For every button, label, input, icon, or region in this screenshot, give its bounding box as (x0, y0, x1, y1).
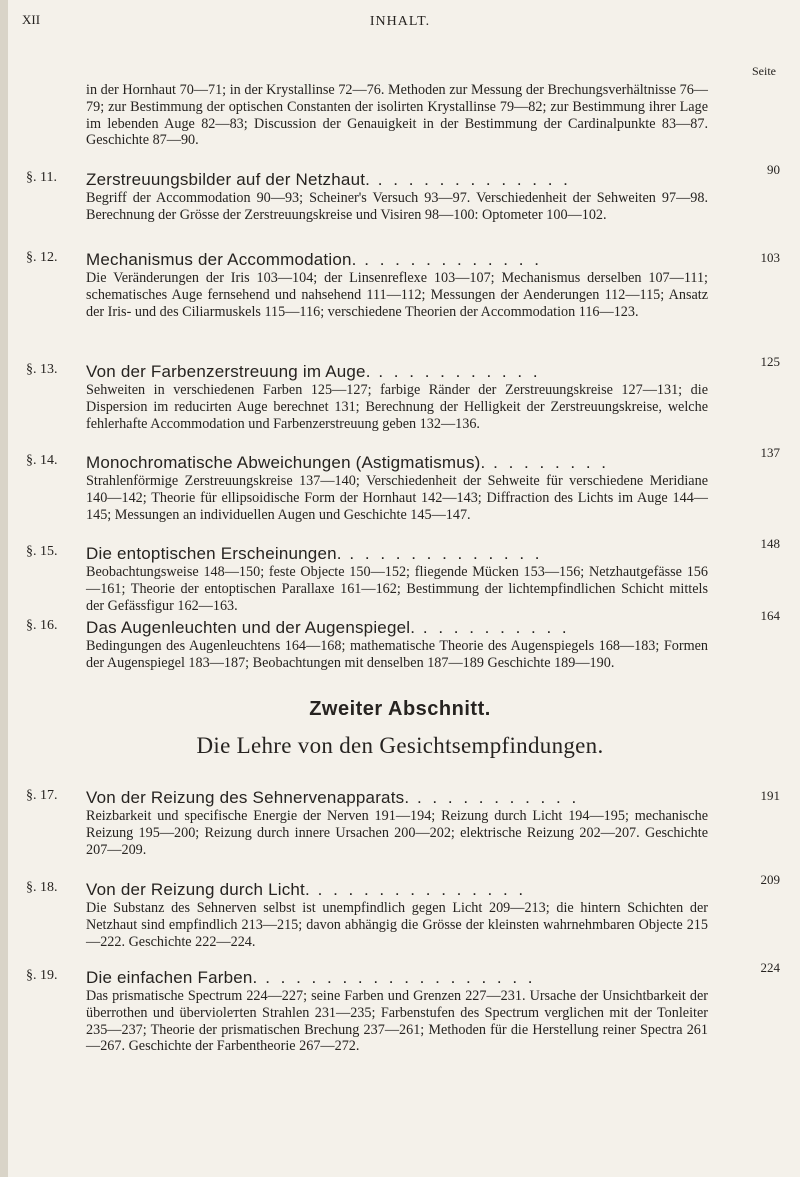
section-number: §. 14. (26, 453, 58, 468)
section-number: §. 15. (26, 544, 58, 559)
section-summary: Strahlenförmige Zerstreuungskreise 137—140; Verschiedenheit der Sehweite für verschiedene Meridiane 140—142; Theorie für ellipsoidische Form der Hornhaut 142—143; Diffraction des Lichts im Auge 144—145; Messungen an individuellen Augen und Geschichte 145—147. (86, 473, 708, 523)
section-summary: Die Veränderungen der Iris 103—104; der Linsenreflexe 103—107; Mechanismus derselben 107—111; schematisches Auge fernsehend und nahsehend 111—112; Messungen der Aenderungen 112—115; Ansatz der Iris- und des Ciliarmuskels 115—116; verschiedene Theorien der Accommodation 116—123. (86, 270, 708, 320)
section-number: §. 19. (26, 968, 58, 983)
page-reference: 137 (760, 445, 780, 460)
section-number: §. 18. (26, 880, 58, 895)
part-heading: Zweiter Abschnitt. (309, 698, 491, 720)
section-number: §. 17. (26, 788, 58, 803)
section-title: Zerstreuungsbilder auf der Netzhaut. . . . . . . . . . . . . . (86, 170, 571, 189)
page-reference: 148 (760, 536, 780, 551)
section-title: Die entoptischen Erscheinungen. . . . . . . . . . . . . . (86, 544, 543, 563)
page-number: XII (22, 12, 41, 27)
running-title: INHALT. (369, 14, 431, 29)
section-number: §. 11. (26, 170, 57, 185)
page-reference: 209 (760, 872, 780, 887)
section-title: Das Augenleuchten und der Augenspiegel. . . . . . . . . . . (86, 618, 570, 637)
section-title: Monochromatische Abweichungen (Astigmatismus). . . . . . . . . (86, 453, 610, 472)
seite-column-label: Seite (752, 64, 776, 78)
section-title: Von der Reizung durch Licht. . . . . . . . . . . . . . . (86, 880, 527, 899)
part-subheading: Die Lehre von den Gesichtsempfindungen. (196, 733, 604, 758)
continuation-text: in der Hornhaut 70—71; in der Krystallinse 72—76. Methoden zur Messung der Brechungsverhältnisse 76—79; zur Bestimmung der optischen Constanten der isolirten Krystallinse 79—82; zur Bestimmung ihrer Lage im lebenden Auge 82—83; Discussion der Genauigkeit in der Bestimmung der Cardinalpunkte 83—87. Geschichte 87—90. (86, 82, 708, 149)
section-number: §. 12. (26, 250, 58, 265)
section-summary: Reizbarkeit und specifische Energie der Nerven 191—194; Reizung durch Licht 194—195; mechanische Reizung 195—200; Reizung durch innere Ursachen 200—202; elektrische Reizung 202—207. Geschichte 207—209. (86, 808, 708, 858)
page-reference: 164 (760, 608, 780, 623)
page-reference: 125 (760, 354, 780, 369)
section-number: §. 16. (26, 618, 58, 633)
section-summary: Das prismatische Spectrum 224—227; seine Farben und Grenzen 227—231. Ursache der Unsichtbarkeit der überrothen und überviolетten Strahlen 231—235; Farbenstufen des Spectrum verglichen mit der Tonleiter 235—237; Theorie der prismatischen Brechung 237—261; Methoden für die Herstellung reiner Spectra 261—267. Geschichte der Farbentheorie 267—272. (86, 988, 708, 1055)
page-reference: 103 (760, 250, 780, 265)
page-reference: 224 (760, 960, 780, 975)
section-summary: Begriff der Accommodation 90—93; Scheiner's Versuch 93—97. Verschiedenheit der Sehweiten 97—98. Berechnung der Grösse der Zerstreuungskreise und Visiren 98—100: Optometer 100—102. (86, 190, 708, 223)
section-title: Die einfachen Farben. . . . . . . . . . . . . . . . . . . (86, 968, 536, 987)
section-title: Mechanismus der Accommodation. . . . . . . . . . . . . (86, 250, 542, 269)
page-reference: 191 (760, 788, 780, 803)
page-binding-edge (0, 0, 8, 1177)
section-summary: Die Substanz des Sehnerven selbst ist unempfindlich gegen Licht 209—213; die hintern Schichten der Netzhaut sind empfindlich 213—215; davon abhängig die Grösse der kleinsten wahrnehmbaren Objecte 215—222. Geschichte 222—224. (86, 900, 708, 950)
section-summary: Bedingungen des Augenleuchtens 164—168; mathematische Theorie des Augenspiegels 168—183; Formen der Augenspiegel 183—187; Beobachtungen mit denselben 187—189 Geschichte 189—190. (86, 638, 708, 671)
page-reference: 90 (767, 162, 780, 177)
section-number: §. 13. (26, 362, 58, 377)
section-summary: Beobachtungsweise 148—150; feste Objecte 150—152; fliegende Mücken 153—156; Netzhautgefässe 156—161; Theorie der entoptischen Parallaxe 161—162; Bestimmung der lichtempfindlichen Schicht mittels der Gefässfigur 162—163. (86, 564, 708, 614)
section-summary: Sehweiten in verschiedenen Farben 125—127; farbige Ränder der Zerstreuungskreise 127—131; die Dispersion im reducirten Auge berechnet 131; Berechnung der Helligkeit der Zerstreuungskreise, welche fehlerhafte Accommodation und Farbenzerstreuung geben 132—136. (86, 382, 708, 432)
section-title: Von der Farbenzerstreuung im Auge. . . . . . . . . . . . (86, 362, 541, 381)
section-title: Von der Reizung des Sehnervenapparats. . . . . . . . . . . . (86, 788, 580, 807)
